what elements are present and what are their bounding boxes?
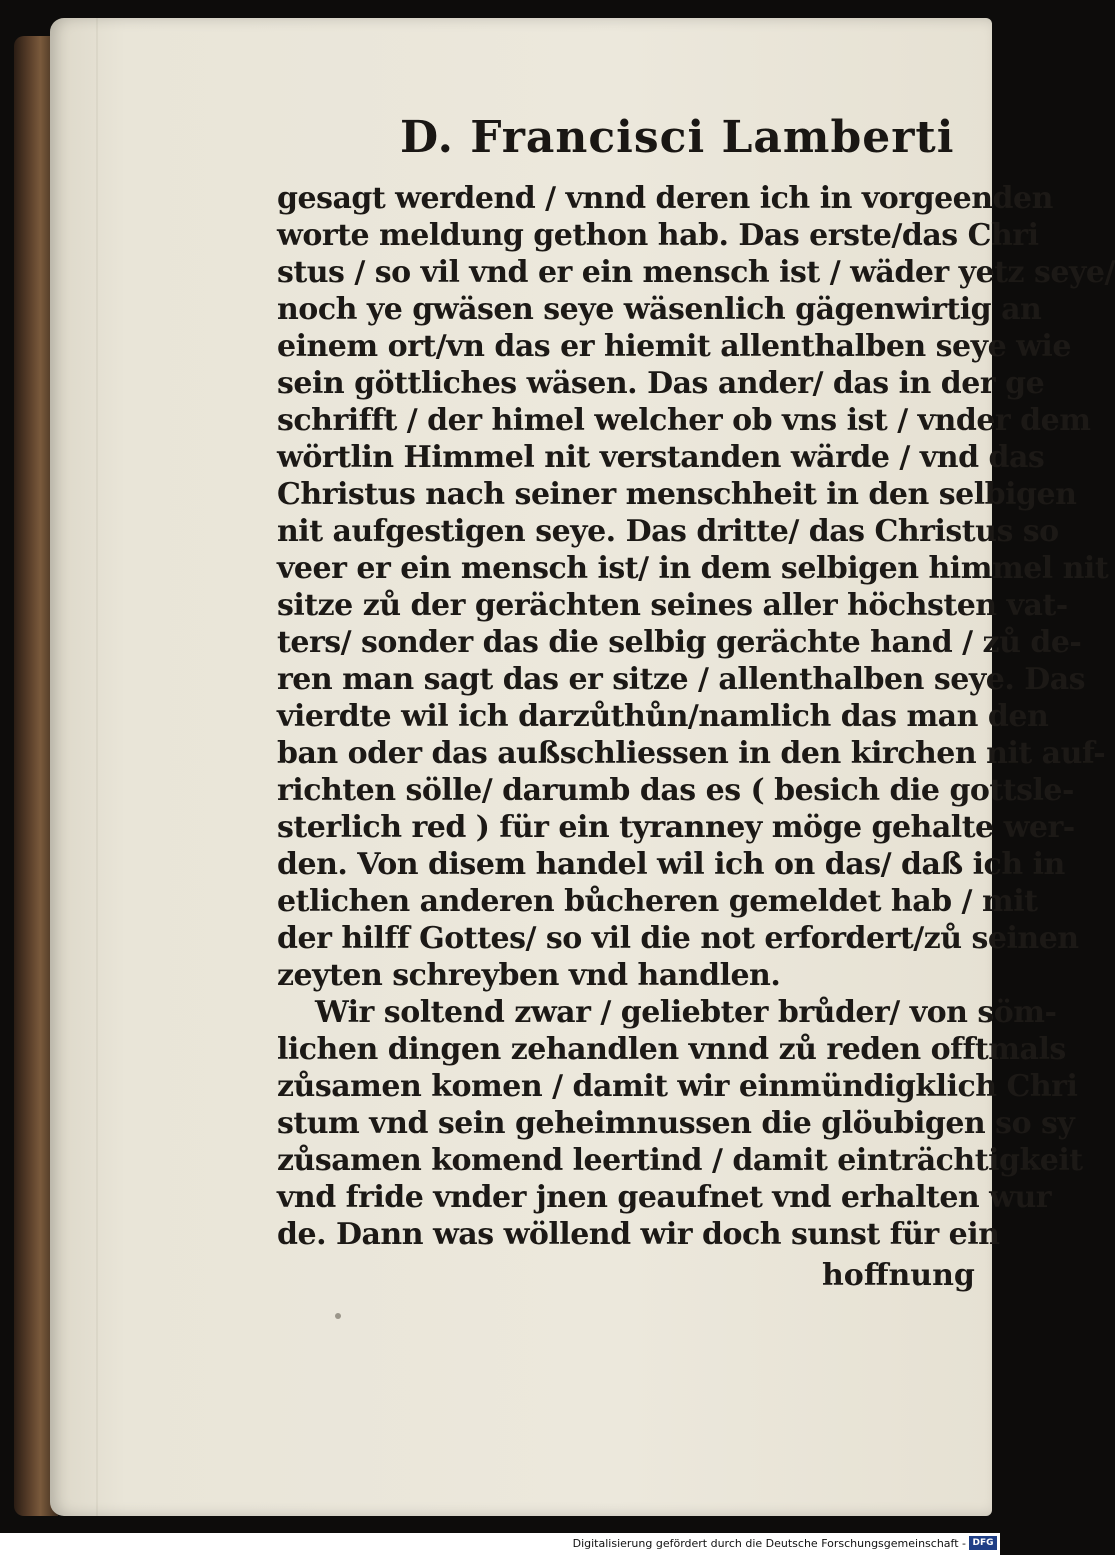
text-line: vnd fride vnder jnen geaufnet vnd erhalten wur (277, 1180, 1052, 1215)
text-line: worte meldung gethon hab. Das erste/das Chri (277, 218, 1039, 253)
text-line: Christus nach seiner menschheit in den selbigen (277, 477, 1077, 512)
text-line: ters/ sonder das die selbig gerächte hand / zů de- (277, 625, 1082, 660)
text-line: sein göttliches wäsen. Das ander/ das in der ge (277, 366, 1045, 401)
text-line: zůsamen komen / damit wir einmündigklich Chri (277, 1069, 1078, 1104)
text-line: einem ort/vn das er hiemit allenthalben seye wie (277, 329, 1071, 364)
text-line: Wir soltend zwar / geliebter brůder/ von söm- (315, 995, 1057, 1030)
text-line: vierdte wil ich darzůthůn/namlich das man den (277, 699, 1049, 734)
running-header: D. Francisci Lamberti (400, 112, 955, 163)
text-line: sitze zů der gerächten seines aller höchsten vat- (277, 588, 1068, 623)
text-line: wörtlin Himmel nit verstanden wärde / vnd das (277, 440, 1045, 475)
text-line: richten sölle/ darumb das es ( besich die gottsle- (277, 773, 1074, 808)
funding-credit: Digitalisierung gefördert durch die Deutsche Forschungsgemeinschaft - (572, 1537, 966, 1550)
text-line: nit aufgestigen seye. Das dritte/ das Christus so (277, 514, 1059, 549)
catchword: hoffnung (822, 1258, 975, 1293)
text-line: ban oder das außschliessen in den kirchen nit auf- (277, 736, 1106, 771)
text-line: de. Dann was wöllend wir doch sunst für ein (277, 1217, 1000, 1252)
text-line: schrifft / der himel welcher ob vns ist / vnder dem (277, 403, 1091, 438)
dfg-logo: DFG (969, 1536, 997, 1550)
digitization-footer (0, 1533, 1000, 1555)
page-gutter-shade (96, 18, 98, 1516)
text-line: sterlich red ) für ein tyranney möge gehalte wer- (277, 810, 1075, 845)
page-text (277, 180, 1115, 1253)
text-line: lichen dingen zehandlen vnnd zů reden offtmals (277, 1032, 1066, 1067)
text-line: noch ye gwäsen seye wäsenlich gägenwirtig an (277, 292, 1042, 327)
text-line: veer er ein mensch ist/ in dem selbigen himmel nit (277, 551, 1109, 586)
text-line: stus / so vil vnd er ein mensch ist / wäder yetz seye/ (277, 255, 1115, 290)
text-line: zeyten schreyben vnd handlen. (277, 958, 781, 993)
text-line: stum vnd sein geheimnussen die glöubigen so sy (277, 1106, 1075, 1141)
text-line: gesagt werdend / vnnd deren ich in vorgeenden (277, 181, 1053, 216)
paper-speck (335, 1313, 341, 1319)
text-line: ren man sagt das er sitze / allenthalben seye. Das (277, 662, 1086, 697)
text-line: zůsamen komend leertind / damit einträchtigkeit (277, 1143, 1083, 1178)
text-line: der hilff Gottes/ so vil die not erfordert/zů seinen (277, 921, 1079, 956)
text-line: etlichen anderen bůcheren gemeldet hab / mit (277, 884, 1038, 919)
text-line: den. Von disem handel wil ich on das/ daß ich in (277, 847, 1065, 882)
